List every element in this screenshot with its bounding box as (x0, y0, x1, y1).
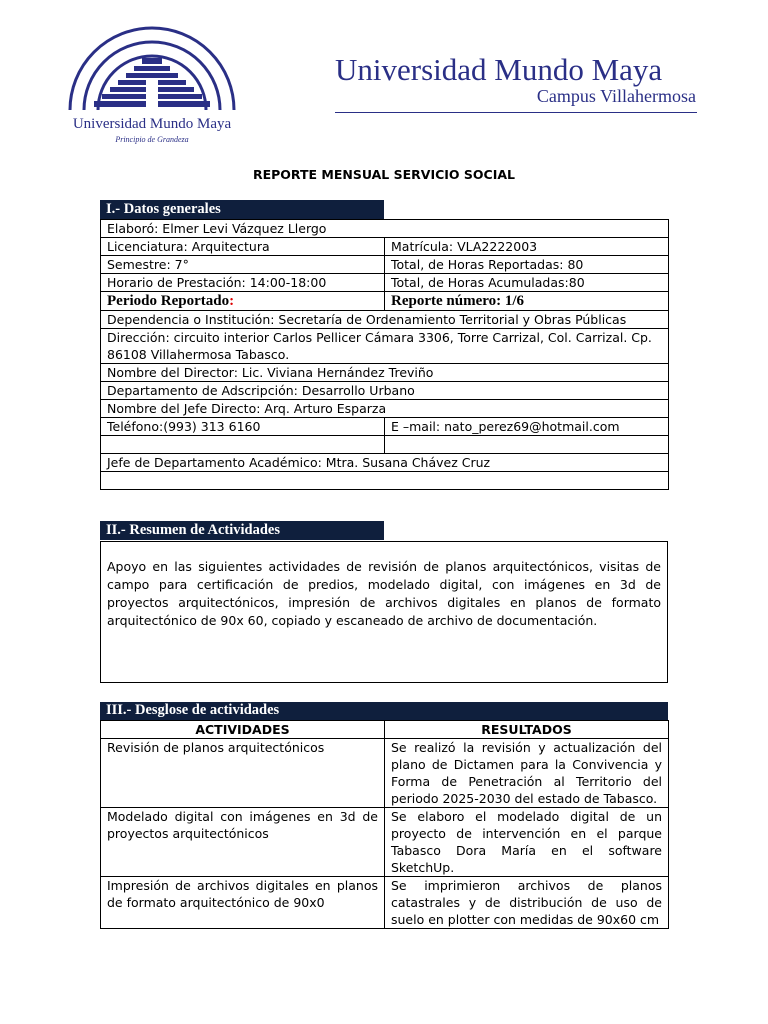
section-title: II.- Resumen de Actividades (100, 521, 384, 540)
director-cell: Nombre del Director: Lic. Viviana Hernández Treviño (101, 364, 669, 382)
section-header (100, 702, 668, 720)
results-header: RESULTADOS (385, 721, 669, 739)
dependencia-cell: Dependencia o Institución: Secretaría de Ordenamiento Territorial y Obras Públicas (101, 311, 669, 329)
table-row (101, 808, 669, 877)
activities-header: ACTIVIDADES (101, 721, 385, 739)
semestre-cell: Semestre: 7° (101, 256, 385, 274)
activity-cell: Revisión de planos arquitectónicos (101, 739, 385, 808)
section-general-data (100, 200, 668, 490)
reporte-numero-cell: Reporte número: 1/6 (385, 292, 669, 311)
university-title: Universidad Mundo Maya (335, 52, 663, 87)
direccion-cell: Dirección: circuito interior Carlos Pellicer Cámara 3306, Torre Carrizal, Col. Carrizal. Cp. 86108 Villahermosa Tabasco. (101, 329, 669, 364)
section-header (100, 200, 668, 219)
activity-cell: Modelado digital con imágenes en 3d de proyectos arquitectónicos (101, 808, 385, 877)
empty-row (101, 472, 669, 490)
jefe-academico-cell: Jefe de Departamento Académico: Mtra. Susana Chávez Cruz (101, 454, 669, 472)
document-title: REPORTE MENSUAL SERVICIO SOCIAL (252, 167, 516, 182)
section-title: I.- Datos generales (100, 200, 384, 219)
section-activity-breakdown (100, 702, 668, 929)
result-cell: Se realizó la revisión y actualización del plano de Dictamen para la Convivencia y Forma de Penetración al Territorio del periodo 2025-2030 del estado de Tabasco. (385, 739, 669, 808)
telefono-cell: Teléfono:(993) 313 6160 (101, 418, 385, 436)
matricula-cell: Matrícula: VLA2222003 (385, 238, 669, 256)
header-divider (335, 112, 697, 113)
activities-table (100, 720, 669, 929)
section-title: III.- Desglose de actividades (100, 702, 384, 719)
jefe-directo-cell: Nombre del Jefe Directo: Arq. Arturo Esparza (101, 400, 669, 418)
general-data-table (100, 219, 669, 490)
elaboro-cell: Elaboró: Elmer Levi Vázquez Llergo (101, 220, 669, 238)
email-cell: E –mail: nato_perez69@hotmail.com (385, 418, 669, 436)
result-cell: Se imprimieron archivos de planos catastrales y de distribución de uso de suelo en plotter con medidas de 90x60 cm (385, 877, 669, 929)
table-row (101, 739, 669, 808)
periodo-colon: : (229, 293, 235, 309)
logo-motto: Principio de Grandeza (115, 135, 189, 144)
pyramid-emblem-icon (62, 24, 242, 116)
departamento-cell: Departamento de Adscripción: Desarrollo Urbano (101, 382, 669, 400)
horario-cell: Horario de Prestación: 14:00-18:00 (101, 274, 385, 292)
section-activity-summary (100, 521, 668, 683)
licenciatura-cell: Licenciatura: Arquitectura (101, 238, 385, 256)
campus-name: Campus Villahermosa (536, 86, 696, 106)
horas-acumuladas-cell: Total, de Horas Acumuladas:80 (385, 274, 669, 292)
section-header (100, 521, 668, 540)
table-row (101, 877, 669, 929)
periodo-cell (101, 292, 385, 311)
logo-wordmark: Universidad Mundo Maya (72, 116, 232, 132)
university-logo (62, 24, 242, 148)
empty-cell (385, 436, 669, 454)
summary-box: Apoyo en las siguientes actividades de revisión de planos arquitectónicos, visitas de campo para certificación de predios, modelado digital, con imágenes en 3d de proyectos arquitectónicos, impresión de archivos digitales en planos de formato arquitectónico de 90x 60, copiado y escaneado de archivo de documentación. (100, 541, 668, 683)
periodo-label: Periodo Reportado (107, 293, 230, 309)
result-cell: Se elaboro el modelado digital de un proyecto de intervención en el parque Tabasco Dora María en el software SketchUp. (385, 808, 669, 877)
empty-cell (101, 436, 385, 454)
activity-cell: Impresión de archivos digitales en planos de formato arquitectónico de 90x0 (101, 877, 385, 929)
horas-reportadas-cell: Total, de Horas Reportadas: 80 (385, 256, 669, 274)
